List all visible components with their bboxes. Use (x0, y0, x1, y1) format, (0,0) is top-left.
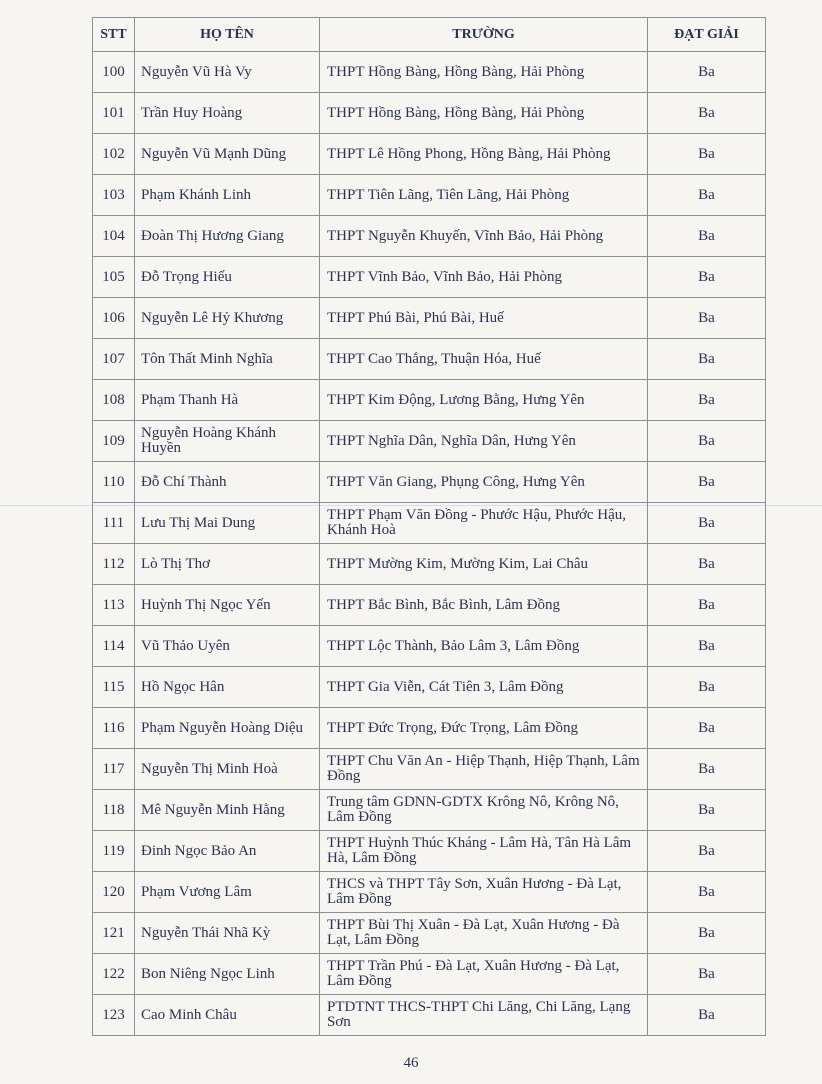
row-stt: 100 (93, 52, 135, 93)
row-prize: Ba (648, 667, 766, 708)
header-school: TRƯỜNG (320, 18, 648, 52)
row-school: THPT Vĩnh Bảo, Vĩnh Bảo, Hải Phòng (320, 257, 648, 298)
row-prize: Ba (648, 872, 766, 913)
row-prize: Ba (648, 52, 766, 93)
row-stt: 122 (93, 954, 135, 995)
row-stt: 112 (93, 544, 135, 585)
table-row (93, 626, 766, 667)
table-row (93, 831, 766, 872)
row-stt: 105 (93, 257, 135, 298)
row-school: THPT Hồng Bàng, Hồng Bàng, Hải Phòng (320, 52, 648, 93)
table-row (93, 872, 766, 913)
table-row (93, 216, 766, 257)
row-school: THPT Cao Thắng, Thuận Hóa, Huế (320, 339, 648, 380)
row-name: Lò Thị Thơ (135, 544, 320, 585)
row-school: THPT Văn Giang, Phụng Công, Hưng Yên (320, 462, 648, 503)
table-row (93, 175, 766, 216)
row-name: Trần Huy Hoàng (135, 93, 320, 134)
page-number: 46 (403, 1055, 419, 1071)
row-school: THPT Phú Bài, Phú Bài, Huế (320, 298, 648, 339)
row-stt: 113 (93, 585, 135, 626)
row-stt: 120 (93, 872, 135, 913)
row-prize: Ba (648, 257, 766, 298)
row-stt: 118 (93, 790, 135, 831)
row-prize: Ba (648, 134, 766, 175)
row-prize: Ba (648, 708, 766, 749)
table-row (93, 339, 766, 380)
row-stt: 111 (93, 503, 135, 544)
table-row (93, 93, 766, 134)
row-school: THPT Gia Viễn, Cát Tiên 3, Lâm Đồng (320, 667, 648, 708)
row-name: Nguyễn Thị Minh Hoà (135, 749, 320, 790)
table-row (93, 134, 766, 175)
row-name: Đỗ Trọng Hiếu (135, 257, 320, 298)
row-prize: Ba (648, 462, 766, 503)
row-school: THPT Kim Động, Lương Bằng, Hưng Yên (320, 380, 648, 421)
row-school: THPT Huỳnh Thúc Kháng - Lâm Hà, Tân Hà Lâm Hà, Lâm Đồng (320, 831, 648, 872)
row-school: THCS và THPT Tây Sơn, Xuân Hương - Đà Lạt, Lâm Đồng (320, 872, 648, 913)
row-stt: 110 (93, 462, 135, 503)
row-prize: Ba (648, 421, 766, 462)
row-name: Huỳnh Thị Ngọc Yến (135, 585, 320, 626)
row-prize: Ba (648, 626, 766, 667)
row-prize: Ba (648, 749, 766, 790)
row-stt: 117 (93, 749, 135, 790)
row-name: Cao Minh Châu (135, 995, 320, 1036)
row-prize: Ba (648, 954, 766, 995)
table-row (93, 544, 766, 585)
table-row (93, 52, 766, 93)
table-row (93, 995, 766, 1036)
row-name: Phạm Vương Lâm (135, 872, 320, 913)
table-body (93, 52, 766, 1036)
table-header-row (93, 18, 766, 52)
row-prize: Ba (648, 175, 766, 216)
row-stt: 115 (93, 667, 135, 708)
row-name: Nguyễn Thái Nhã Kỳ (135, 913, 320, 954)
row-name: Vũ Thảo Uyên (135, 626, 320, 667)
row-school: THPT Bùi Thị Xuân - Đà Lạt, Xuân Hương - Đà Lạt, Lâm Đồng (320, 913, 648, 954)
row-stt: 108 (93, 380, 135, 421)
header-stt: STT (93, 18, 135, 52)
row-name: Đinh Ngọc Bảo An (135, 831, 320, 872)
row-prize: Ba (648, 585, 766, 626)
row-prize: Ba (648, 339, 766, 380)
row-name: Hồ Ngọc Hân (135, 667, 320, 708)
row-name: Nguyễn Hoàng Khánh Huyền (135, 421, 320, 462)
row-stt: 123 (93, 995, 135, 1036)
row-prize: Ba (648, 93, 766, 134)
row-prize: Ba (648, 503, 766, 544)
row-name: Đoàn Thị Hương Giang (135, 216, 320, 257)
table-row (93, 298, 766, 339)
row-school: THPT Phạm Văn Đồng - Phước Hậu, Phước Hậu, Khánh Hoà (320, 503, 648, 544)
row-name: Nguyễn Vũ Hà Vy (135, 52, 320, 93)
row-school: THPT Tiên Lãng, Tiên Lãng, Hải Phòng (320, 175, 648, 216)
row-school: THPT Nguyễn Khuyến, Vĩnh Bảo, Hải Phòng (320, 216, 648, 257)
row-stt: 114 (93, 626, 135, 667)
row-stt: 116 (93, 708, 135, 749)
table-row (93, 749, 766, 790)
row-school: THPT Bắc Bình, Bắc Bình, Lâm Đồng (320, 585, 648, 626)
row-prize: Ba (648, 831, 766, 872)
row-stt: 119 (93, 831, 135, 872)
table-row (93, 913, 766, 954)
row-school: THPT Lộc Thành, Bảo Lâm 3, Lâm Đồng (320, 626, 648, 667)
row-school: PTDTNT THCS-THPT Chi Lăng, Chi Lăng, Lạng Sơn (320, 995, 648, 1036)
row-school: THPT Trần Phú - Đà Lạt, Xuân Hương - Đà Lạt, Lâm Đồng (320, 954, 648, 995)
row-name: Nguyễn Lê Hỷ Khương (135, 298, 320, 339)
row-school: THPT Mường Kim, Mường Kim, Lai Châu (320, 544, 648, 585)
row-stt: 107 (93, 339, 135, 380)
row-school: THPT Lê Hồng Phong, Hồng Bàng, Hải Phòng (320, 134, 648, 175)
row-name: Phạm Thanh Hà (135, 380, 320, 421)
row-name: Lưu Thị Mai Dung (135, 503, 320, 544)
row-school: THPT Hồng Bàng, Hồng Bàng, Hải Phòng (320, 93, 648, 134)
table-row (93, 380, 766, 421)
row-stt: 101 (93, 93, 135, 134)
row-school: THPT Chu Văn An - Hiệp Thạnh, Hiệp Thạnh, Lâm Đồng (320, 749, 648, 790)
table-row (93, 462, 766, 503)
row-name: Phạm Nguyễn Hoàng Diệu (135, 708, 320, 749)
row-stt: 121 (93, 913, 135, 954)
row-prize: Ba (648, 995, 766, 1036)
row-prize: Ba (648, 380, 766, 421)
row-stt: 103 (93, 175, 135, 216)
row-school: THPT Nghĩa Dân, Nghĩa Dân, Hưng Yên (320, 421, 648, 462)
table-row (93, 667, 766, 708)
row-prize: Ba (648, 913, 766, 954)
row-name: Phạm Khánh Linh (135, 175, 320, 216)
row-stt: 104 (93, 216, 135, 257)
header-name: HỌ TÊN (135, 18, 320, 52)
row-stt: 106 (93, 298, 135, 339)
table-row (93, 954, 766, 995)
row-stt: 109 (93, 421, 135, 462)
row-school: THPT Đức Trọng, Đức Trọng, Lâm Đồng (320, 708, 648, 749)
row-name: Bon Niêng Ngọc Linh (135, 954, 320, 995)
row-name: Tôn Thất Minh Nghĩa (135, 339, 320, 380)
header-prize: ĐẠT GIẢI (648, 18, 766, 52)
row-stt: 102 (93, 134, 135, 175)
row-name: Đỗ Chí Thành (135, 462, 320, 503)
table-row (93, 257, 766, 298)
row-prize: Ba (648, 216, 766, 257)
row-name: Nguyễn Vũ Mạnh Dũng (135, 134, 320, 175)
table-row (93, 708, 766, 749)
row-school: Trung tâm GDNN-GDTX Krông Nô, Krông Nô, Lâm Đồng (320, 790, 648, 831)
row-prize: Ba (648, 298, 766, 339)
table-row (93, 421, 766, 462)
row-name: Mê Nguyễn Minh Hằng (135, 790, 320, 831)
table-row (93, 503, 766, 544)
table-row (93, 790, 766, 831)
row-prize: Ba (648, 544, 766, 585)
row-prize: Ba (648, 790, 766, 831)
awards-table (92, 17, 766, 1036)
table-row (93, 585, 766, 626)
